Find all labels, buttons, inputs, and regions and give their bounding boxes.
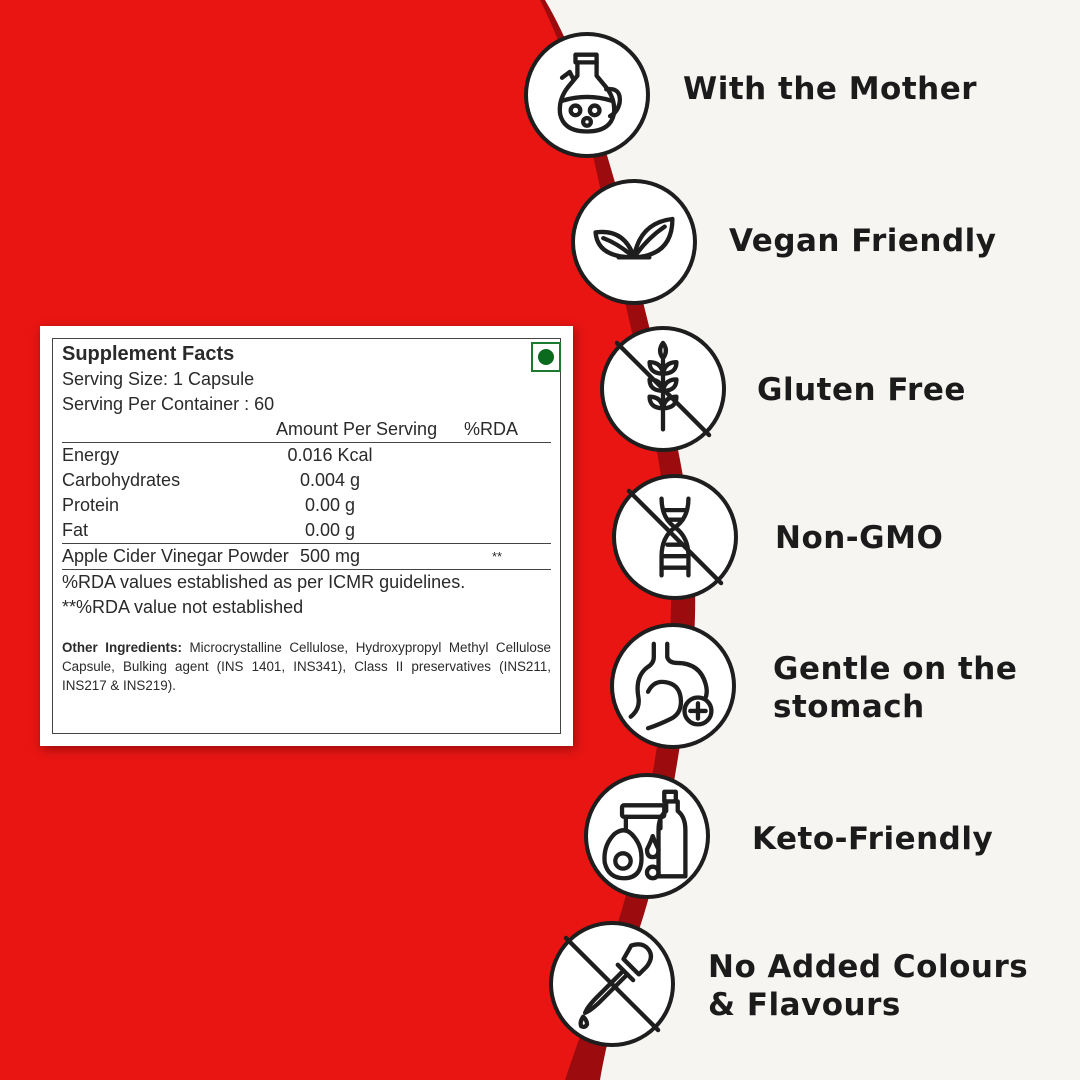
feature-label: Gluten Free bbox=[757, 372, 966, 408]
table-row bbox=[62, 468, 551, 493]
nutrient-amount: 0.00 g bbox=[304, 495, 356, 515]
feature-label: Keto-Friendly bbox=[752, 821, 994, 857]
ingredient-amount: 500 mg bbox=[299, 546, 361, 566]
oil-jug-icon bbox=[524, 32, 650, 158]
serving-size: Serving Size: 1 Capsule bbox=[62, 369, 255, 389]
stomach-icon bbox=[610, 623, 736, 749]
feature-label: With the Mother bbox=[683, 71, 978, 107]
nutrient-name: Carbohydrates bbox=[62, 470, 181, 490]
rda-not-established-note: **%RDA value not established bbox=[62, 597, 304, 617]
table-row bbox=[62, 493, 551, 518]
table-row bbox=[62, 443, 551, 468]
table-row bbox=[62, 518, 551, 543]
other-ingredients-text: Microcrystalline Cellulose, Hydroxypropyl Methyl Cellulose Capsule, Bulking agent (INS 1401, INS341), Class II preservatives (INS211, INS217 & INS219). bbox=[62, 640, 551, 693]
leaf-icon bbox=[571, 179, 697, 305]
feature-label: Vegan Friendly bbox=[729, 223, 997, 259]
nutrient-name: Fat bbox=[62, 520, 89, 540]
nutrient-amount: 0.016 Kcal bbox=[287, 445, 373, 465]
supplement-facts-table bbox=[62, 342, 551, 695]
other-ingredients bbox=[62, 638, 551, 695]
nutrient-amount: 0.00 g bbox=[304, 520, 356, 540]
other-ingredients-label: Other Ingredients: bbox=[62, 640, 182, 655]
dropper-crossed-icon bbox=[549, 921, 675, 1047]
feature-label-line2: stomach bbox=[773, 689, 925, 725]
table-row-acv bbox=[62, 543, 551, 570]
serving-per-container: Serving Per Container : 60 bbox=[62, 394, 275, 414]
nutrient-name: Protein bbox=[62, 495, 120, 515]
feature-label: No Added Colours bbox=[708, 949, 1029, 985]
supplement-facts-card bbox=[40, 326, 573, 746]
feature-label: Gentle on the bbox=[773, 651, 1018, 687]
nutrient-amount: 0.004 g bbox=[299, 470, 361, 490]
dna-crossed-icon bbox=[612, 474, 738, 600]
header-amount: Amount Per Serving bbox=[276, 419, 438, 439]
table-header bbox=[62, 417, 551, 443]
feature-label: Non-GMO bbox=[775, 520, 944, 556]
keto-food-icon bbox=[584, 773, 710, 899]
header-rda: %RDA bbox=[464, 419, 519, 439]
wheat-crossed-icon bbox=[600, 326, 726, 452]
nutrient-name: Energy bbox=[62, 445, 120, 465]
ingredient-rda: ** bbox=[492, 549, 503, 564]
feature-label-line2: & Flavours bbox=[708, 987, 901, 1023]
ingredient-name: Apple Cider Vinegar Powder bbox=[62, 546, 289, 566]
rda-note: %RDA values established as per ICMR guidelines. bbox=[62, 572, 466, 592]
supplement-facts-title: Supplement Facts bbox=[62, 343, 235, 365]
